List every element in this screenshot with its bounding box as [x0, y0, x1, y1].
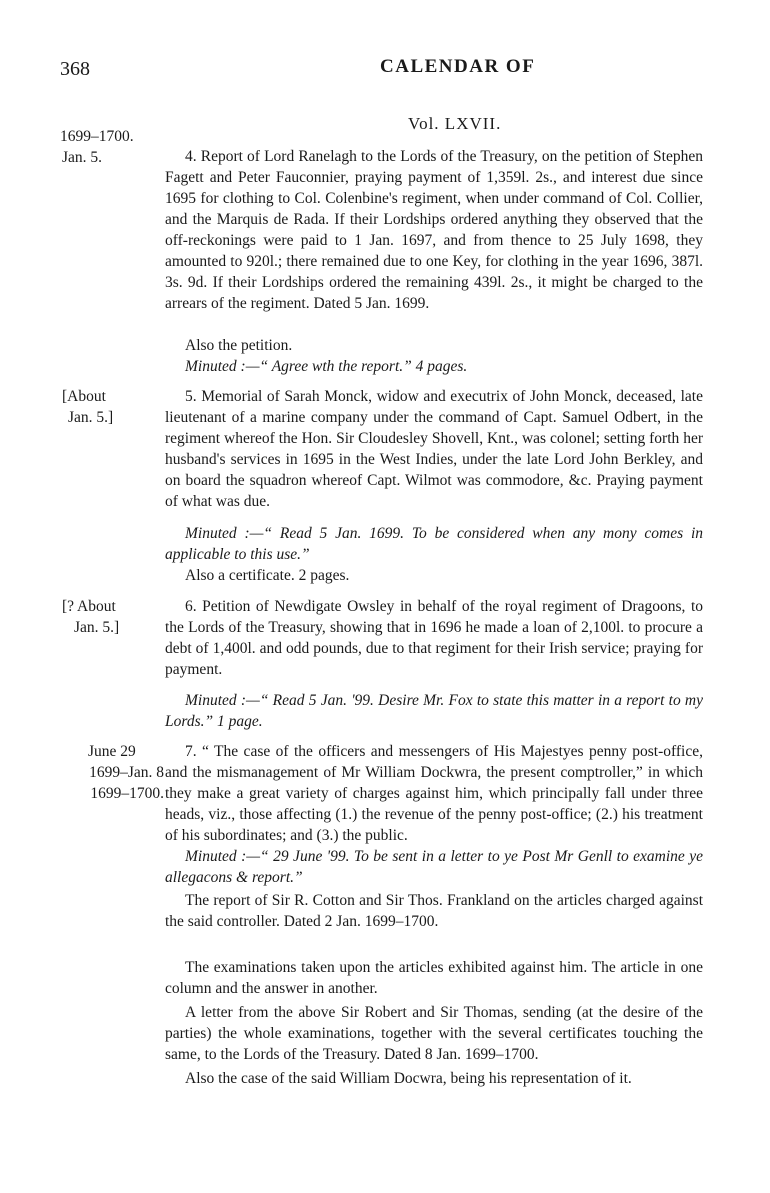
- page-number: 368: [60, 58, 90, 80]
- date-line: 1699–Jan. 8: [89, 764, 164, 781]
- date-line: Jan. 5.: [62, 149, 103, 166]
- date-line: June 29: [88, 743, 136, 760]
- entry-paragraph: The examinations taken upon the articles exhibited against him. The article in one column and the answer in another.: [165, 959, 703, 997]
- entry-date: [62, 596, 119, 638]
- date-line: 1699–1700.: [60, 128, 134, 145]
- entry-text: 4. Report of Lord Ranelagh to the Lords of the Treasury, on the petition of Stephen Fagett and Peter Fauconnier, praying payment of 1,359l. 2s., and interest due since 1695 for clothing to Col. Colenbine's regiment, when under command of Col. Collier, and the Marquis de Rada. If their Lordships ordered anything they observed that the off-reckonings were paid to 1 Jan. 1697, and from thence to 25 July 1698, they amounted to 920l.; there remained due to one Key, for clothing in the year 1696, 387l. 3s. 9d. If their Lordships ordered the remaining 439l. 2s., it might be charged to the arrears of the regiment. Dated 5 Jan. 1699.: [165, 148, 703, 312]
- entry-paragraph: The report of Sir R. Cotton and Sir Thos. Frankland on the articles charged against the said controller. Dated 2 Jan. 1699–1700.: [165, 892, 703, 930]
- date-line: Jan. 5.]: [68, 409, 114, 426]
- entry-date: [62, 386, 113, 428]
- running-head: CALENDAR OF: [380, 56, 536, 77]
- entry-text: 7. “ The case of the officers and messengers of His Majestyes penny post-office, and the mismanagement of Mr William Dockwra, the present comptroller,” in which they make a great variety of charges against him, which principally fall under three heads, viz., those affecting (1.) the revenue of the penny post-office; (2.) his treatment of his subordinates; and (3.) the public.: [165, 743, 703, 844]
- entry-also: Also a certificate. 2 pages.: [185, 567, 350, 584]
- volume-heading: Vol. LXVII.: [408, 114, 502, 133]
- entry-date: [60, 126, 134, 168]
- entry-paragraph: A letter from the above Sir Robert and Sir Thomas, sending (at the desire of the parties) the whole examinations, together with the several certificates touching the same, to the Lords of the Treasury. Dated 8 Jan. 1699–1700.: [165, 1004, 703, 1063]
- entry-text: 6. Petition of Newdigate Owsley in behalf of the royal regiment of Dragoons, to the Lords of the Treasury, showing that in 1696 he made a loan of 2,100l. to procure a debt of 1,400l. and odd pounds, due to that regiment for their Irish service; praying for payment.: [165, 598, 703, 678]
- entry-also: Also the petition.: [185, 337, 293, 354]
- entry-minuted: Minuted :—“ Read 5 Jan. 1699. To be considered when any mony comes in applicable to this use.”: [165, 525, 703, 563]
- entry-date: [60, 741, 164, 804]
- entry-minuted: Minuted :—“ Read 5 Jan. '99. Desire Mr. Fox to state this matter in a report to my Lords.” 1 page.: [165, 692, 703, 730]
- entry-minuted: Minuted :—“ 29 June '99. To be sent in a letter to ye Post Mr Genll to examine ye allegacons & report.”: [165, 848, 703, 886]
- date-line: Jan. 5.]: [74, 619, 120, 636]
- date-line: [About: [62, 388, 106, 405]
- entry-text: 5. Memorial of Sarah Monck, widow and executrix of John Monck, deceased, late lieutenant of a marine company under the command of Capt. Samuel Odbert, in the regiment whereof the Hon. Sir Cloudesley Shovell, Knt., was colonel; setting forth her husband's services in 1695 in the West Indies, under the late Lord John Berkley, and on board the squadron whereof Capt. Wilmot was commodore, &c. Praying payment of what was due.: [165, 388, 703, 510]
- date-line: [? About: [62, 598, 116, 615]
- entry-minuted: Minuted :—“ Agree wth the report.” 4 pages.: [185, 358, 468, 375]
- date-line: 1699–1700.: [90, 785, 164, 802]
- entry-paragraph: Also the case of the said William Docwra, being his representation of it.: [185, 1070, 632, 1087]
